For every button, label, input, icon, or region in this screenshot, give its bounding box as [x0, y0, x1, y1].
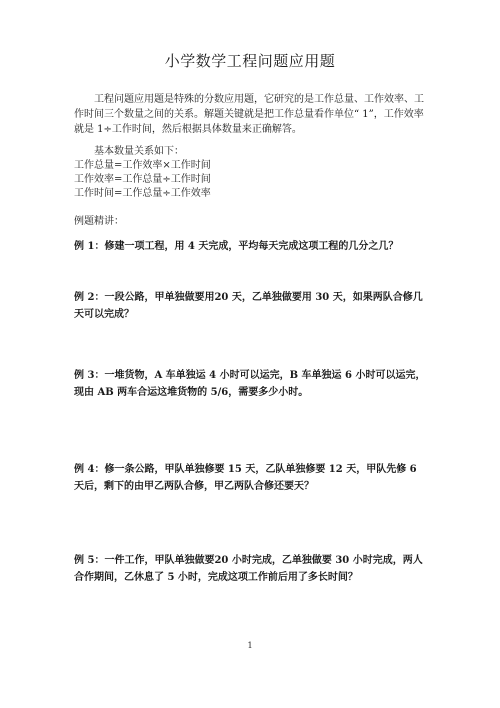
- example-1: 例 1：修建一项工程，用 4 天完成，平均每天完成这项工程的几分之几？: [74, 241, 399, 252]
- page-number: 1: [247, 641, 253, 650]
- relation-item: 工作效率=工作总量÷工作时间: [74, 174, 211, 185]
- relation-item: 工作总量=工作效率×工作时间: [74, 160, 211, 171]
- relation-item: 工作时间=工作总量÷工作效率: [74, 188, 211, 199]
- examples-heading: 例题精讲：: [74, 216, 124, 227]
- relations-list: [74, 159, 211, 201]
- relations-heading: 基本数量关系如下：: [94, 146, 184, 157]
- example-4: 例 4：修一条公路，甲队单独修要 15 天，乙队单独修要 12 天，甲队先修 6 天后，剩下的由甲乙两队合修，甲乙两队合修还要天？: [74, 464, 417, 492]
- example-2: 例 2：一段公路，甲单独做要用20 天，乙单独做要用 30 天，如果两队合修几天可以完成？: [74, 292, 423, 320]
- example-3: 例 3：一堆货物，A 车单独运 4 小时可以运完，B 车单独运 6 小时可以运完，现由 AB 两车合运这堆货物的 5/6，需要多少小时。: [74, 370, 426, 398]
- document-title: 小学数学工程问题应用题: [164, 52, 336, 70]
- intro-paragraph: 工程问题应用题是特殊的分数应用题，它研究的是工作总量、工作效率、工作时间三个数量之间的关系。解题关键就是把工作总量看作单位“ 1”，工作效率就是 1÷工作时间，然后根据具体数量来正确解答。: [74, 94, 424, 135]
- example-5: 例 5：一件工作，甲队单独做要20 小时完成，乙单独做要 30 小时完成，两人合作期间，乙休息了 5 小时，完成这项工作前后用了多长时间？: [74, 555, 423, 583]
